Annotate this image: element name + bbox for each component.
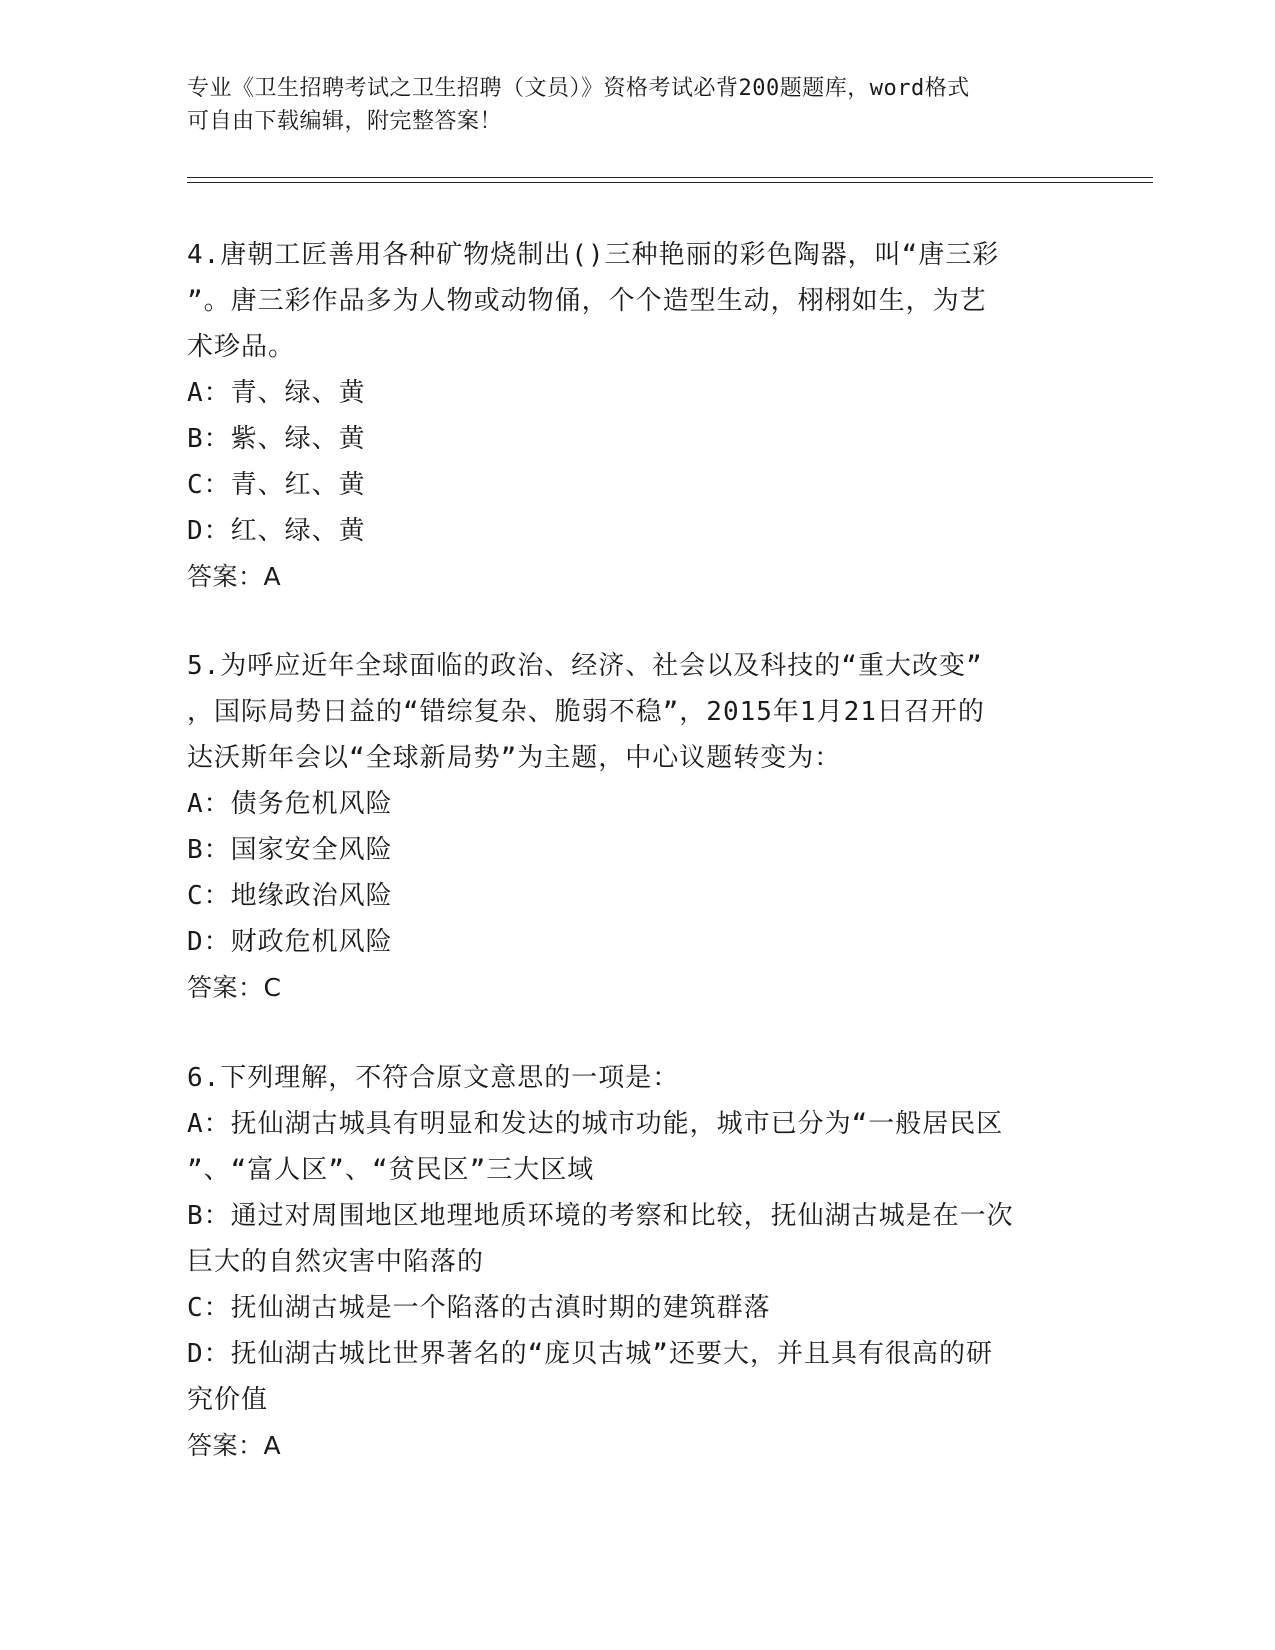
option-d: D：财政危机风险 (187, 927, 393, 957)
question-text: 术珍品。 (187, 332, 296, 362)
header-line: 专业《卫生招聘考试之卫生招聘（文员）》资格考试必背200题题库，word格式 (187, 76, 970, 101)
option-b: B：国家安全风险 (187, 835, 393, 865)
option-b: B：通过对周围地区地理地质环境的考察和比较，抚仙湖古城是在一次 (187, 1201, 1014, 1231)
option-c: C：地缘政治风险 (187, 881, 393, 911)
question-text: 4.唐朝工匠善用各种矿物烧制出()三种艳丽的彩色陶器，叫“唐三彩 (187, 240, 1000, 270)
option-a: A：抚仙湖古城具有明显和发达的城市功能，城市已分为“一般居民区 (187, 1109, 1004, 1139)
question-text: 达沃斯年会以“全球新局势”为主题，中心议题转变为： (187, 743, 842, 773)
header-line: 可自由下载编辑，附完整答案！ (187, 109, 503, 134)
question-text: 5.为呼应近年全球面临的政治、经济、社会以及科技的“重大改变” (187, 651, 983, 681)
option-a: A：青、绿、黄 (187, 378, 366, 408)
option-c: C：青、红、黄 (187, 470, 366, 500)
option-b-continued: 巨大的自然灾害中陷落的 (187, 1247, 485, 1277)
question-5 (187, 643, 1087, 1011)
option-a-continued: ”、“富人区”、“贫民区”三大区域 (187, 1155, 595, 1185)
document-header (187, 72, 1067, 138)
option-c: C：抚仙湖古城是一个陷落的古滇时期的建筑群落 (187, 1293, 771, 1323)
option-b: B：紫、绿、黄 (187, 424, 366, 454)
answer: 答案：A (187, 1431, 282, 1460)
question-4 (187, 232, 1087, 600)
question-text: 6.下列理解，不符合原文意思的一项是： (187, 1063, 680, 1093)
answer: 答案：C (187, 973, 282, 1002)
option-a: A：债务危机风险 (187, 789, 393, 819)
question-6 (187, 1055, 1087, 1469)
question-text: ”。唐三彩作品多为人物或动物俑，个个造型生动，栩栩如生，为艺 (187, 286, 987, 316)
header-divider (187, 182, 1153, 183)
answer: 答案：A (187, 562, 282, 591)
question-text: ，国际局势日益的“错综复杂、脆弱不稳”，2015年1月21日召开的 (187, 697, 985, 727)
option-d: D：红、绿、黄 (187, 516, 366, 546)
option-d-continued: 究价值 (187, 1385, 269, 1415)
option-d: D：抚仙湖古城比世界著名的“庞贝古城”还要大，并且具有很高的研 (187, 1339, 993, 1369)
header-divider (187, 177, 1153, 178)
